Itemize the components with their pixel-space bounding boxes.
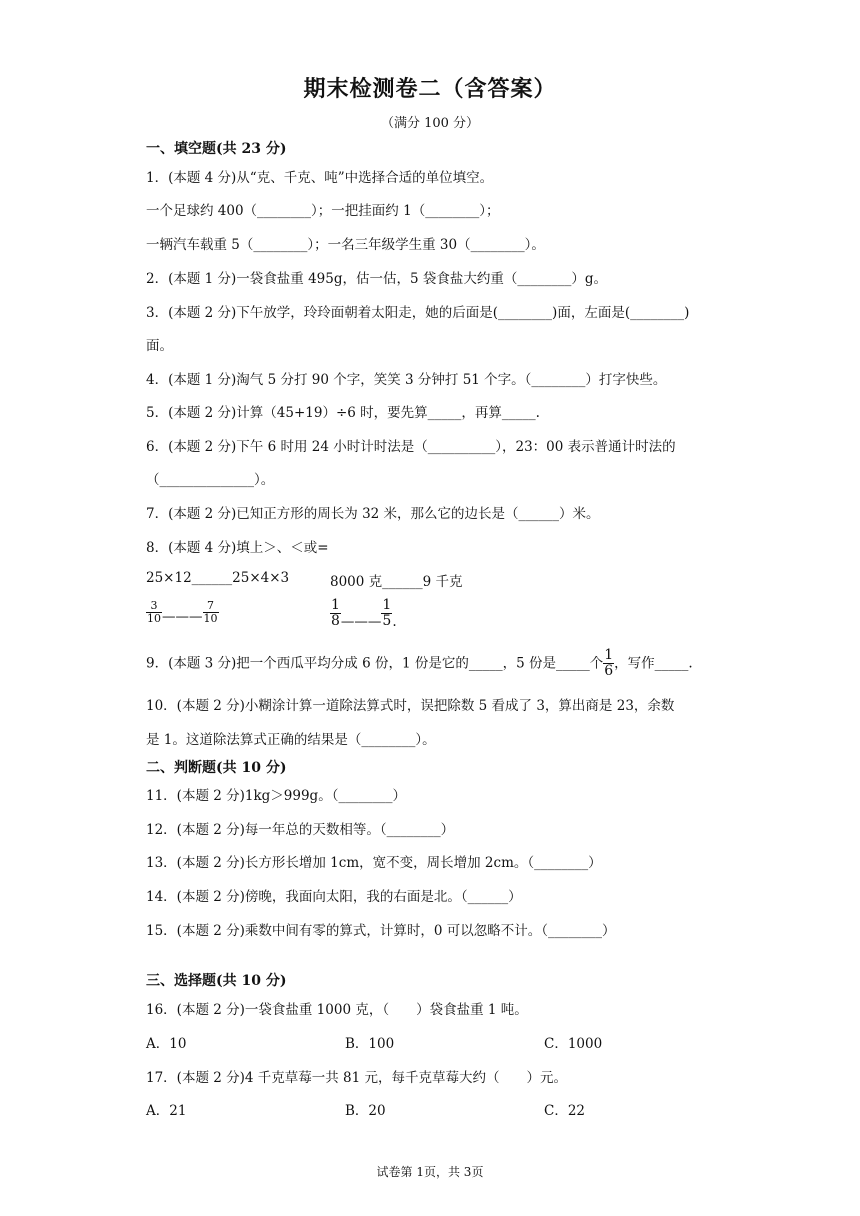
question-8-item-c	[146, 600, 219, 625]
question-8-item-d: $\frac{1}{8}$ ——— $\frac{1}{5}$ .	[331, 597, 397, 630]
question-16-stem: 16．(本题 2 分)一袋食盐重 1000 克，（ ）袋食盐重 1 吨。	[146, 1002, 528, 1018]
question-2: 2．(本题 1 分)一袋食盐重 495g，估一估，5 袋食盐大约重（________）g。	[146, 271, 608, 287]
question-13: 13．(本题 2 分)长方形长增加 1cm，宽不变，周长增加 2cm。（________）	[146, 855, 602, 871]
question-7: 7．(本题 2 分)已知正方形的周长为 32 米，那么它的边长是（______）米。	[146, 506, 600, 522]
question-16-option-c: C．1000	[544, 1036, 603, 1052]
question-14: 14．(本题 2 分)傍晚，我面向太阳，我的右面是北。（______）	[146, 889, 522, 905]
question-6-line-2: （______________）。	[146, 472, 275, 488]
question-3-line-2: 面。	[146, 338, 173, 354]
question-12: 12．(本题 2 分)每一年总的天数相等。（________）	[146, 822, 455, 838]
page-subtitle: （满分 100 分）	[380, 116, 480, 131]
question-10-line-1: 10．(本题 2 分)小糊涂计算一道除法算式时，误把除数 5 看成了 3，算出商是 23，余数	[146, 698, 675, 714]
question-6-line-1: 6．(本题 2 分)下午 6 时用 24 小时计时法是（__________），23：00 表示普通计时法的	[146, 439, 676, 455]
question-9: 9．(本题 3 分)把一个西瓜平均分成 6 份，1 份是它的_____，5 份是_____个 $\frac{1}{6}$ ，写作_____.	[146, 647, 693, 680]
fraction-1-5: $\frac{1}{5}$	[382, 597, 392, 630]
question-16-option-b: B．100	[345, 1036, 395, 1052]
question-17-option-a: A．21	[146, 1103, 187, 1119]
question-16-option-a: A．10	[146, 1036, 187, 1052]
question-15: 15．(本题 2 分)乘数中间有零的算式，计算时，0 可以忽略不计。（________）	[146, 923, 616, 939]
question-10-line-2: 是 1。这道除法算式正确的结果是（________）。	[146, 732, 436, 748]
question-17-option-c: C．22	[544, 1103, 586, 1119]
question-8-stem: 8．(本题 4 分)填上＞、＜或=	[146, 540, 329, 556]
question-1-stem: 1．(本题 4 分)从“克、千克、吨”中选择合适的单位填空。	[146, 170, 494, 186]
question-17-stem: 17．(本题 2 分)4 千克草莓一共 81 元，每千克草莓大约（ ）元。	[146, 1070, 568, 1086]
question-1-line-2: 一个足球约 400（________）；一把挂面约 1（________）；	[146, 203, 500, 219]
question-8-item-a: 25×12______25×4×3	[146, 570, 290, 586]
question-17-option-b: B．20	[345, 1103, 386, 1119]
fraction-1-6: $\frac{1}{6}$	[604, 647, 614, 680]
question-1-line-3: 一辆汽车载重 5（________）；一名三年级学生重 30（________）。	[146, 237, 545, 253]
section-heading-fill-in: 一、填空题(共 23 分)	[146, 141, 287, 157]
comparison-blank: ———	[340, 613, 382, 630]
section-heading-true-false: 二、判断题(共 10 分)	[146, 760, 287, 776]
question-8-item-b: 8000 克______9 千克	[330, 574, 463, 590]
question-3-line-1: 3．(本题 2 分)下午放学，玲玲面朝着太阳走，她的后面是(________)面，左面是(________)	[146, 305, 690, 321]
section-heading-multiple-choice: 三、选择题(共 10 分)	[146, 973, 287, 989]
page-title: 期末检测卷二（含答案）	[303, 76, 557, 102]
comparison-blank: ———	[162, 609, 203, 626]
fraction-7-10: $\frac{7}{10}$	[203, 599, 218, 626]
fraction-1-8: $\frac{1}{8}$	[331, 597, 340, 630]
question-11: 11．(本题 2 分)1kg＞999g。（________）	[146, 788, 406, 804]
question-4: 4．(本题 1 分)淘气 5 分打 90 个字，笑笑 3 分钟打 51 个字。（________）打字快些。	[146, 372, 667, 388]
page-footer: 试卷第 1页，共 3页	[376, 1165, 484, 1179]
fraction-3-10: $\frac{3}{10}$	[147, 599, 161, 626]
question-5: 5．(本题 2 分)计算（45+19）÷6 时，要先算_____，再算_____.	[146, 405, 540, 421]
